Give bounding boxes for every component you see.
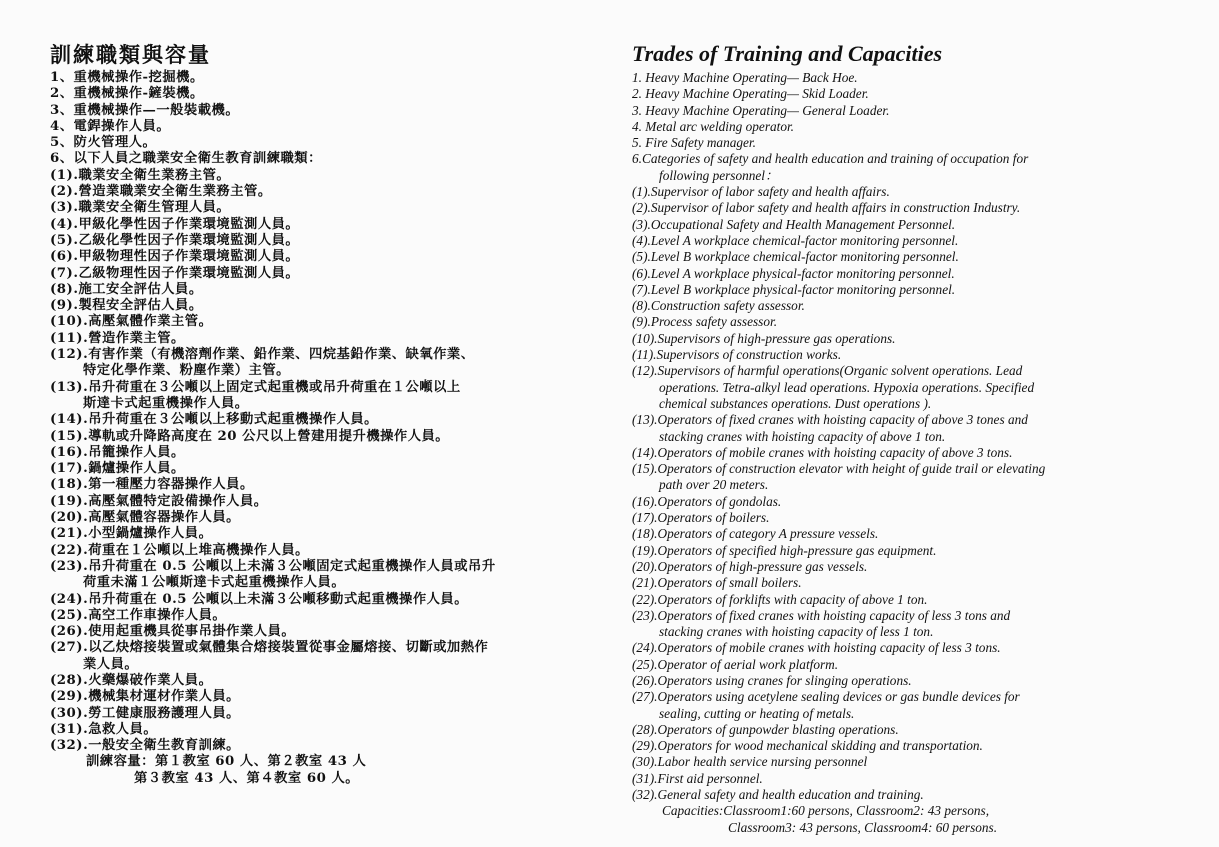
en-item: 4. Metal arc welding operator.: [632, 118, 795, 134]
en-item: (25).Operator of aerial work platform.: [632, 656, 839, 672]
english-title: Trades of Training and Capacities: [632, 41, 943, 66]
zh-item: 5、防火管理人。: [50, 135, 157, 151]
zh-item-continued: 特定化學作業、粉塵作業）主管。: [83, 363, 290, 379]
en-item-continued: operations. Tetra-alkyl lead operations. Hypoxia operations. Specified: [659, 379, 1035, 395]
en-item-continued: following personnel：: [659, 167, 779, 183]
en-item: (27).Operators using acetylene sealing devices or gas bundle devices for: [632, 689, 1020, 705]
en-item: (19).Operators of specified high-pressure gas equipment.: [632, 542, 937, 558]
zh-item: (9).製程安全評估人員。: [50, 298, 203, 314]
en-item: (28).Operators of gunpowder blasting operations.: [632, 721, 899, 737]
zh-item: (22).荷重在１公噸以上堆高機操作人員。: [50, 542, 309, 558]
chinese-list: [50, 70, 590, 787]
en-capacity-line-1: Capacities:Classroom1:60 persons, Classroom2: 43 persons,: [662, 803, 990, 819]
zh-item: (11).營造作業主管。: [50, 330, 185, 346]
zh-item: (29).機械集材運材作業人員。: [50, 689, 240, 705]
en-item: (2).Supervisor of labor safety and health affairs in construction Industry.: [632, 200, 1021, 216]
en-item: (5).Level B workplace chemical-factor monitoring personnel.: [632, 249, 959, 265]
en-item: (24).Operators of mobile cranes with hoisting capacity of less 3 tons.: [632, 640, 1001, 656]
zh-item: (19).高壓氣體特定設備操作人員。: [50, 493, 268, 509]
zh-item: (14).吊升荷重在３公噸以上移動式起重機操作人員。: [50, 412, 378, 428]
en-item-continued: chemical substances operations. Dust operations ).: [659, 395, 932, 411]
en-item: (30).Labor health service nursing personnel: [632, 754, 868, 770]
en-item: (12).Supervisors of harmful operations(Organic solvent operations. Lead: [632, 363, 1023, 379]
en-item: (6).Level A workplace physical-factor monitoring personnel.: [632, 265, 955, 281]
zh-item: (32).一般安全衛生教育訓練。: [50, 738, 240, 754]
en-item: (3).Occupational Safety and Health Management Personnel.: [632, 216, 956, 232]
zh-item: (5).乙級化學性因子作業環境監測人員。: [50, 232, 300, 248]
zh-item: (2).營造業職業安全衛生業務主管。: [50, 184, 272, 200]
zh-item: (10).高壓氣體作業主管。: [50, 314, 213, 330]
zh-item: (20).高壓氣體容器操作人員。: [50, 510, 240, 526]
en-item: (13).Operators of fixed cranes with hoisting capacity of above 3 tones and: [632, 412, 1028, 428]
en-item-continued: stacking cranes with hoisting capacity of above 1 ton.: [659, 428, 946, 444]
zh-item: (28).火藥爆破作業人員。: [50, 672, 213, 688]
en-item: (9).Process safety assessor.: [632, 314, 778, 330]
en-item: 1. Heavy Machine Operating— Back Hoe.: [632, 70, 858, 85]
zh-item-continued: 業人員。: [83, 656, 139, 672]
zh-item: (18).第一種壓力容器操作人員。: [50, 477, 254, 493]
en-item: (1).Supervisor of labor safety and health affairs.: [632, 184, 890, 200]
zh-item: (27).以乙炔熔接裝置或氣體集合熔接裝置從事金屬熔接、切斷或加熱作: [50, 640, 489, 656]
zh-item: 1、重機械操作-挖掘機。: [50, 70, 204, 85]
en-item: 5. Fire Safety manager.: [632, 135, 756, 151]
en-item: (4).Level A workplace chemical-factor monitoring personnel.: [632, 232, 959, 248]
zh-item: (13).吊升荷重在３公噸以上固定式起重機或吊升荷重在１公噸以上: [50, 379, 461, 395]
en-item: (11).Supervisors of construction works.: [632, 347, 842, 363]
en-item: (8).Construction safety assessor.: [632, 298, 805, 314]
english-column: [632, 42, 1192, 836]
zh-item: (4).甲級化學性因子作業環境監測人員。: [50, 216, 300, 232]
en-item: (10).Supervisors of high-pressure gas operations.: [632, 330, 896, 346]
english-list: [632, 70, 1192, 836]
zh-item-continued: 荷重未滿１公噸斯達卡式起重機操作人員。: [83, 575, 346, 591]
zh-item: (25).高空工作車操作人員。: [50, 607, 227, 623]
zh-item: (17).鍋爐操作人員。: [50, 461, 185, 477]
en-item: (17).Operators of boilers.: [632, 510, 770, 526]
en-item-continued: sealing, cutting or heating of metals.: [659, 705, 855, 721]
en-item: 2. Heavy Machine Operating— Skid Loader.: [632, 86, 869, 102]
en-item: (21).Operators of small boilers.: [632, 575, 802, 591]
en-item: 3. Heavy Machine Operating— General Loader.: [632, 102, 890, 118]
en-item-continued: stacking cranes with hoisting capacity of less 1 ton.: [659, 624, 934, 640]
en-item: (23).Operators of fixed cranes with hoisting capacity of less 3 tons and: [632, 607, 1011, 623]
chinese-column: [50, 42, 590, 787]
zh-item: (15).導軌或升降路高度在 20 公尺以上營建用提升機操作人員。: [50, 428, 450, 444]
en-item: (18).Operators of category A pressure vessels.: [632, 526, 879, 542]
en-item: (22).Operators of forklifts with capacity of above 1 ton.: [632, 591, 928, 607]
zh-item: (1).職業安全衛生業務主管。: [50, 167, 231, 183]
zh-item: 4、電銲操作人員。: [50, 118, 171, 134]
zh-item-continued: 斯達卡式起重機操作人員。: [83, 395, 249, 411]
zh-item: (26).使用起重機具從事吊掛作業人員。: [50, 624, 296, 640]
zh-item: 2、重機械操作-鏟裝機。: [50, 86, 204, 102]
chinese-title: 訓練職類與容量: [50, 42, 211, 67]
en-item: (16).Operators of gondolas.: [632, 493, 782, 509]
zh-item: (21).小型鍋爐操作人員。: [50, 526, 213, 542]
zh-item: (3).職業安全衛生管理人員。: [50, 200, 231, 216]
zh-item: (12).有害作業（有機溶劑作業、鉛作業、四烷基鉛作業、缺氧作業、: [50, 347, 475, 363]
zh-item: (30).勞工健康服務護理人員。: [50, 705, 240, 721]
zh-item: (7).乙級物理性因子作業環境監測人員。: [50, 265, 300, 281]
zh-item: (8).施工安全評估人員。: [50, 281, 203, 297]
en-item: (7).Level B workplace physical-factor monitoring personnel.: [632, 281, 956, 297]
zh-item: (23).吊升荷重在 0.5 公噸以上未滿３公噸固定式起重機操作人員或吊升: [50, 558, 496, 574]
zh-item: (31).急救人員。: [50, 721, 158, 737]
en-capacity-line-2: Classroom3: 43 persons, Classroom4: 60 persons.: [728, 819, 998, 835]
zh-capacity-line-2: 第３教室 43 人、第４教室 60 人。: [134, 770, 360, 786]
zh-item: 3、重機械操作—一般裝載機。: [50, 102, 240, 118]
zh-item: 6、以下人員之職業安全衛生教育訓練職類：: [50, 151, 322, 167]
zh-item: (6).甲級物理性因子作業環境監測人員。: [50, 249, 300, 265]
en-item: (32).General safety and health education and training.: [632, 787, 924, 803]
en-item: (15).Operators of construction elevator with height of guide trail or elevating: [632, 461, 1046, 477]
zh-capacity-line-1: 訓練容量：第１教室 60 人、第２教室 43 人: [86, 754, 367, 770]
en-item: (14).Operators of mobile cranes with hoisting capacity of above 3 tons.: [632, 444, 1013, 460]
en-item: (26).Operators using cranes for slinging operations.: [632, 672, 912, 688]
en-item: (29).Operators for wood mechanical skidding and transportation.: [632, 738, 983, 754]
en-item: (20).Operators of high-pressure gas vessels.: [632, 558, 868, 574]
en-item: (31).First aid personnel.: [632, 770, 763, 786]
en-item-continued: path over 20 meters.: [659, 477, 769, 493]
en-item: 6.Categories of safety and health education and training of occupation for: [632, 151, 1029, 167]
zh-item: (16).吊籠操作人員。: [50, 444, 185, 460]
zh-item: (24).吊升荷重在 0.5 公噸以上未滿３公噸移動式起重機操作人員。: [50, 591, 469, 607]
